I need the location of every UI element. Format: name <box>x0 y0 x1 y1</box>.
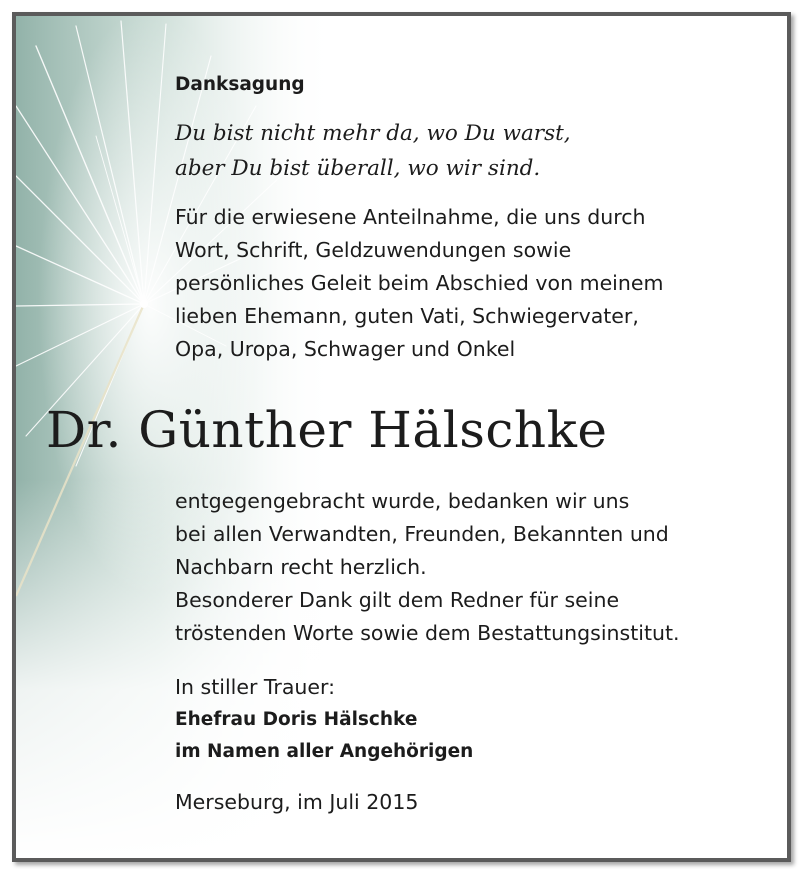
deceased-name: Dr. Günther Hälschke <box>46 401 608 459</box>
intro-line-5: Opa, Uropa, Schwager und Onkel <box>175 337 516 361</box>
body-line-5: tröstenden Worte sowie dem Bestattungsinstitut. <box>175 621 680 645</box>
mourning-label: In stiller Trauer: <box>175 675 335 699</box>
notice-content <box>16 16 787 858</box>
intro-line-4: lieben Ehemann, guten Vati, Schwiegervater, <box>175 304 639 328</box>
body-line-1: entgegengebracht wurde, bedanken wir uns <box>175 489 630 513</box>
intro-line-2: Wort, Schrift, Geldzuwendungen sowie <box>175 238 572 262</box>
quote-line-2: aber Du bist überall, wo wir sind. <box>175 156 541 181</box>
body-line-2: bei allen Verwandten, Freunden, Bekannten und <box>175 522 669 546</box>
mourner-line-1: Ehefrau Doris Hälschke <box>175 709 418 730</box>
intro-line-1: Für die erwiesene Anteilnahme, die uns durch <box>175 205 646 229</box>
heading: Danksagung <box>175 74 305 95</box>
body-line-4: Besonderer Dank gilt dem Redner für seine <box>175 588 620 612</box>
quote-line-1: Du bist nicht mehr da, wo Du warst, <box>175 121 571 146</box>
intro-line-3: persönliches Geleit beim Abschied von meinem <box>175 271 664 295</box>
mourner-line-2: im Namen aller Angehörigen <box>175 741 474 762</box>
place-date: Merseburg, im Juli 2015 <box>175 790 419 814</box>
body-line-3: Nachbarn recht herzlich. <box>175 555 427 579</box>
notice-frame <box>12 12 791 862</box>
